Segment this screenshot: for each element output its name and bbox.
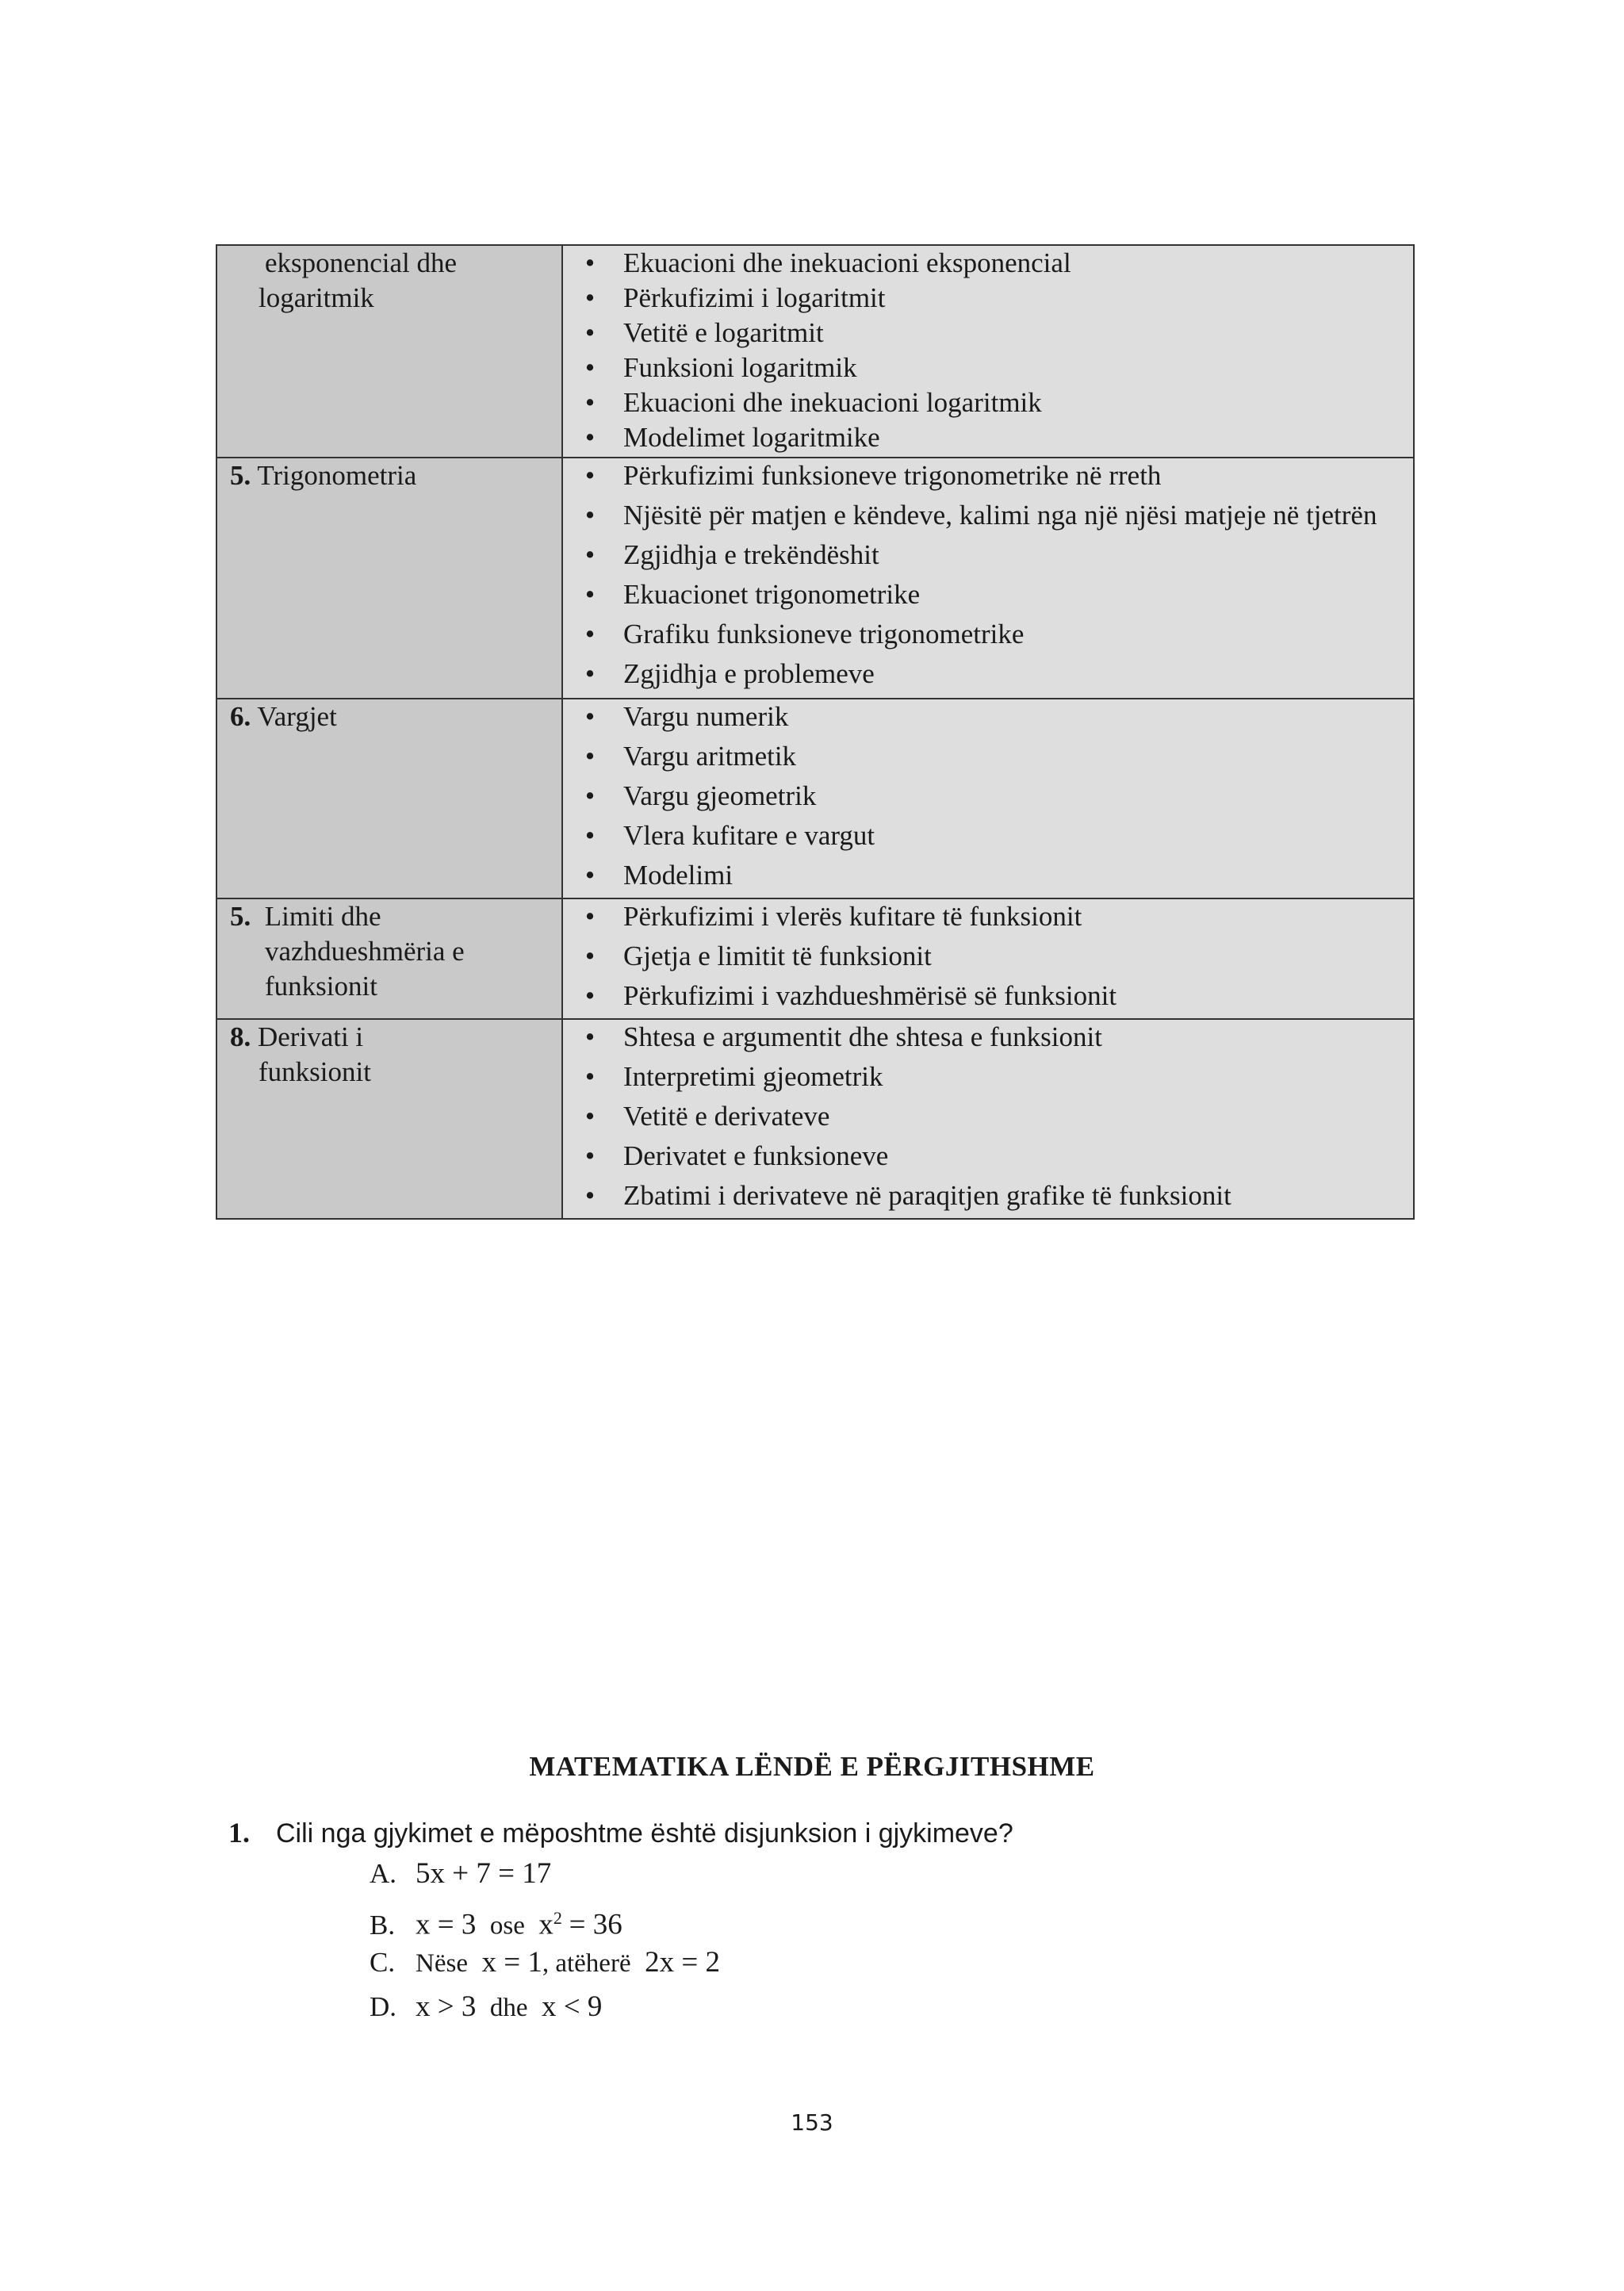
bullet-icon: •: [584, 658, 596, 689]
list-item: [563, 281, 1413, 316]
option-expression: x > 3: [416, 1990, 477, 2023]
list-item: [563, 617, 1413, 657]
list-item: [563, 979, 1413, 1018]
list-item-text: Përkufizimi funksioneve trigonometrike në rreth: [623, 460, 1162, 491]
option-connector: dhe: [489, 1994, 528, 2022]
topic-line: [230, 899, 553, 934]
option-expression: x = 1: [481, 1946, 542, 1979]
option-letter: B.: [370, 1909, 396, 1940]
list-item: [563, 699, 1413, 739]
option-letter: D.: [370, 1991, 397, 2022]
option-connector: , atëherë: [542, 1949, 631, 1978]
list-item: [563, 1178, 1413, 1218]
list-item: [563, 316, 1413, 351]
topic-title: Vargjet: [257, 701, 337, 732]
topic-text: [217, 899, 561, 1004]
list-item-text: Funksioni logaritmik: [623, 352, 857, 383]
topic-cell: [216, 245, 562, 458]
topic-cell: [216, 699, 562, 898]
option-expression: 2x = 2: [645, 1946, 720, 1979]
list-item: [563, 818, 1413, 858]
section-title: MATEMATIKA LËNDË E PËRGJITHSHME: [529, 1751, 1095, 1782]
bullet-icon: •: [584, 980, 596, 1011]
syllabus-table: [216, 244, 1415, 1220]
option-exponent: 2: [553, 1908, 562, 1928]
list-item-text: Përkufizimi i vazhdueshmërisë së funksionit: [623, 980, 1117, 1011]
option-expression: x: [538, 1908, 553, 1941]
list-item: [563, 739, 1413, 779]
items-cell: [562, 699, 1414, 898]
topic-number: 5.: [230, 460, 251, 491]
page-number: 153: [791, 2109, 833, 2136]
topic-number: 8.: [230, 1021, 251, 1052]
bullet-icon: •: [584, 941, 596, 971]
table-row: [216, 458, 1414, 699]
list-item: [563, 458, 1413, 498]
list-item: [563, 538, 1413, 577]
topic-cell: [216, 1019, 562, 1219]
list-item: [563, 899, 1413, 939]
topic-line: vazhdueshmëria e: [265, 936, 465, 967]
topic-line: eksponencial dhe: [265, 247, 457, 278]
topic-line: [230, 1020, 553, 1055]
list-item-text: Ekuacioni dhe inekuacioni logaritmik: [623, 387, 1042, 418]
bullet-icon: •: [584, 387, 596, 418]
question-text: Cili nga gjykimet e mëposhtme është disjunksion i gjykimeve?: [276, 1818, 1013, 1849]
items-cell: [562, 1019, 1414, 1219]
topic-line: logaritmik: [259, 282, 374, 313]
option-expression: x = 3: [416, 1908, 477, 1941]
item-list: [563, 246, 1413, 455]
bullet-icon: •: [584, 1021, 596, 1052]
items-cell: [562, 245, 1414, 458]
items-cell: [562, 898, 1414, 1019]
option-connector: ose: [489, 1911, 525, 1940]
list-item: [563, 1099, 1413, 1139]
list-item: [563, 858, 1413, 898]
list-item: [563, 498, 1413, 538]
list-item-text: Gjetja e limitit të funksionit: [623, 941, 932, 971]
list-item-text: Vetitë e logaritmit: [623, 317, 824, 348]
list-item-text: Zgjidhja e problemeve: [623, 658, 875, 689]
list-item: [563, 420, 1413, 455]
answer-options: [370, 1852, 720, 2029]
bullet-icon: •: [584, 780, 596, 811]
list-item-text: Ekuacionet trigonometrike: [623, 579, 921, 610]
list-item-text: Përkufizimi i logaritmit: [623, 282, 886, 313]
list-item: [563, 1139, 1413, 1178]
list-item-text: Modelimet logaritmike: [623, 422, 880, 453]
list-item-text: Modelimi: [623, 860, 733, 891]
list-item-text: Vargu aritmetik: [623, 741, 797, 772]
list-item-text: Zbatimi i derivateve në paraqitjen grafike të funksionit: [623, 1180, 1231, 1211]
list-item-text: Ekuacioni dhe inekuacioni eksponencial: [623, 247, 1071, 278]
list-item-text: Njësitë për matjen e këndeve, kalimi nga një njësi matjeje në tjetrën: [623, 500, 1377, 531]
question: [228, 1816, 1013, 1849]
option-connector: Nëse: [416, 1949, 468, 1978]
bullet-icon: •: [584, 352, 596, 383]
bullet-icon: •: [584, 500, 596, 531]
topic-cell: [216, 458, 562, 699]
list-item-text: Vargu gjeometrik: [623, 780, 817, 811]
bullet-icon: •: [584, 901, 596, 932]
bullet-icon: •: [584, 539, 596, 570]
topic-line: [230, 699, 553, 734]
topic-text: [217, 246, 561, 316]
topic-title: Trigonometria: [257, 460, 417, 491]
list-item-text: Vlera kufitare e vargut: [623, 820, 875, 851]
bullet-icon: •: [584, 282, 596, 313]
list-item: [563, 1020, 1413, 1059]
topic-text: [217, 699, 561, 734]
list-item: [563, 577, 1413, 617]
item-list: [563, 1020, 1413, 1218]
option-expression: x < 9: [542, 1990, 603, 2023]
answer-option-d: [370, 1985, 720, 2029]
topic-number: 6.: [230, 701, 251, 732]
item-list: [563, 699, 1413, 898]
list-item-text: Interpretimi gjeometrik: [623, 1061, 883, 1092]
list-item-text: Vargu numerik: [623, 701, 789, 732]
list-item-text: Vetitë e derivateve: [623, 1101, 830, 1132]
topic-title: Limiti dhe: [264, 901, 381, 932]
list-item: [563, 1059, 1413, 1099]
bullet-icon: •: [584, 820, 596, 851]
bullet-icon: •: [584, 1140, 596, 1171]
answer-option-b: [370, 1896, 720, 1940]
list-item-text: Zgjidhja e trekëndëshit: [623, 539, 879, 570]
bullet-icon: •: [584, 860, 596, 891]
topic-text: [217, 458, 561, 493]
bullet-icon: •: [584, 1061, 596, 1092]
list-item: [563, 351, 1413, 385]
list-item: [563, 246, 1413, 281]
table-row: [216, 1019, 1414, 1219]
topic-number: 5.: [230, 901, 251, 932]
list-item-text: Derivatet e funksioneve: [623, 1140, 889, 1171]
topic-text: [217, 1020, 561, 1090]
list-item: [563, 939, 1413, 979]
topic-cell: [216, 898, 562, 1019]
item-list: [563, 458, 1413, 696]
topic-line: [230, 458, 553, 493]
bullet-icon: •: [584, 317, 596, 348]
list-item-text: Përkufizimi i vlerës kufitare të funksionit: [623, 901, 1082, 932]
bullet-icon: •: [584, 460, 596, 491]
bullet-icon: •: [584, 1101, 596, 1132]
list-item: [563, 657, 1413, 696]
items-cell: [562, 458, 1414, 699]
option-letter: C.: [370, 1947, 396, 1978]
table-row: [216, 898, 1414, 1019]
option-expression: = 36: [569, 1908, 622, 1941]
bullet-icon: •: [584, 579, 596, 610]
bullet-icon: •: [584, 1180, 596, 1211]
bullet-icon: •: [584, 741, 596, 772]
question-number: 1.: [228, 1817, 250, 1849]
list-item: [563, 385, 1413, 420]
topic-line: funksionit: [259, 1056, 371, 1087]
topic-line: funksionit: [265, 971, 377, 1002]
bullet-icon: •: [584, 422, 596, 453]
answer-option-c: [370, 1940, 720, 1985]
list-item-text: Shtesa e argumentit dhe shtesa e funksionit: [623, 1021, 1102, 1052]
list-item: [563, 779, 1413, 818]
list-item-text: Grafiku funksioneve trigonometrike: [623, 619, 1025, 649]
table-row: [216, 245, 1414, 458]
bullet-icon: •: [584, 247, 596, 278]
bullet-icon: •: [584, 619, 596, 649]
bullet-icon: •: [584, 701, 596, 732]
option-expression: 5x + 7 = 17: [416, 1857, 552, 1890]
item-list: [563, 899, 1413, 1018]
answer-option-a: [370, 1852, 720, 1896]
option-letter: A.: [370, 1858, 397, 1889]
topic-title: Derivati i: [258, 1021, 364, 1052]
table-row: [216, 699, 1414, 898]
